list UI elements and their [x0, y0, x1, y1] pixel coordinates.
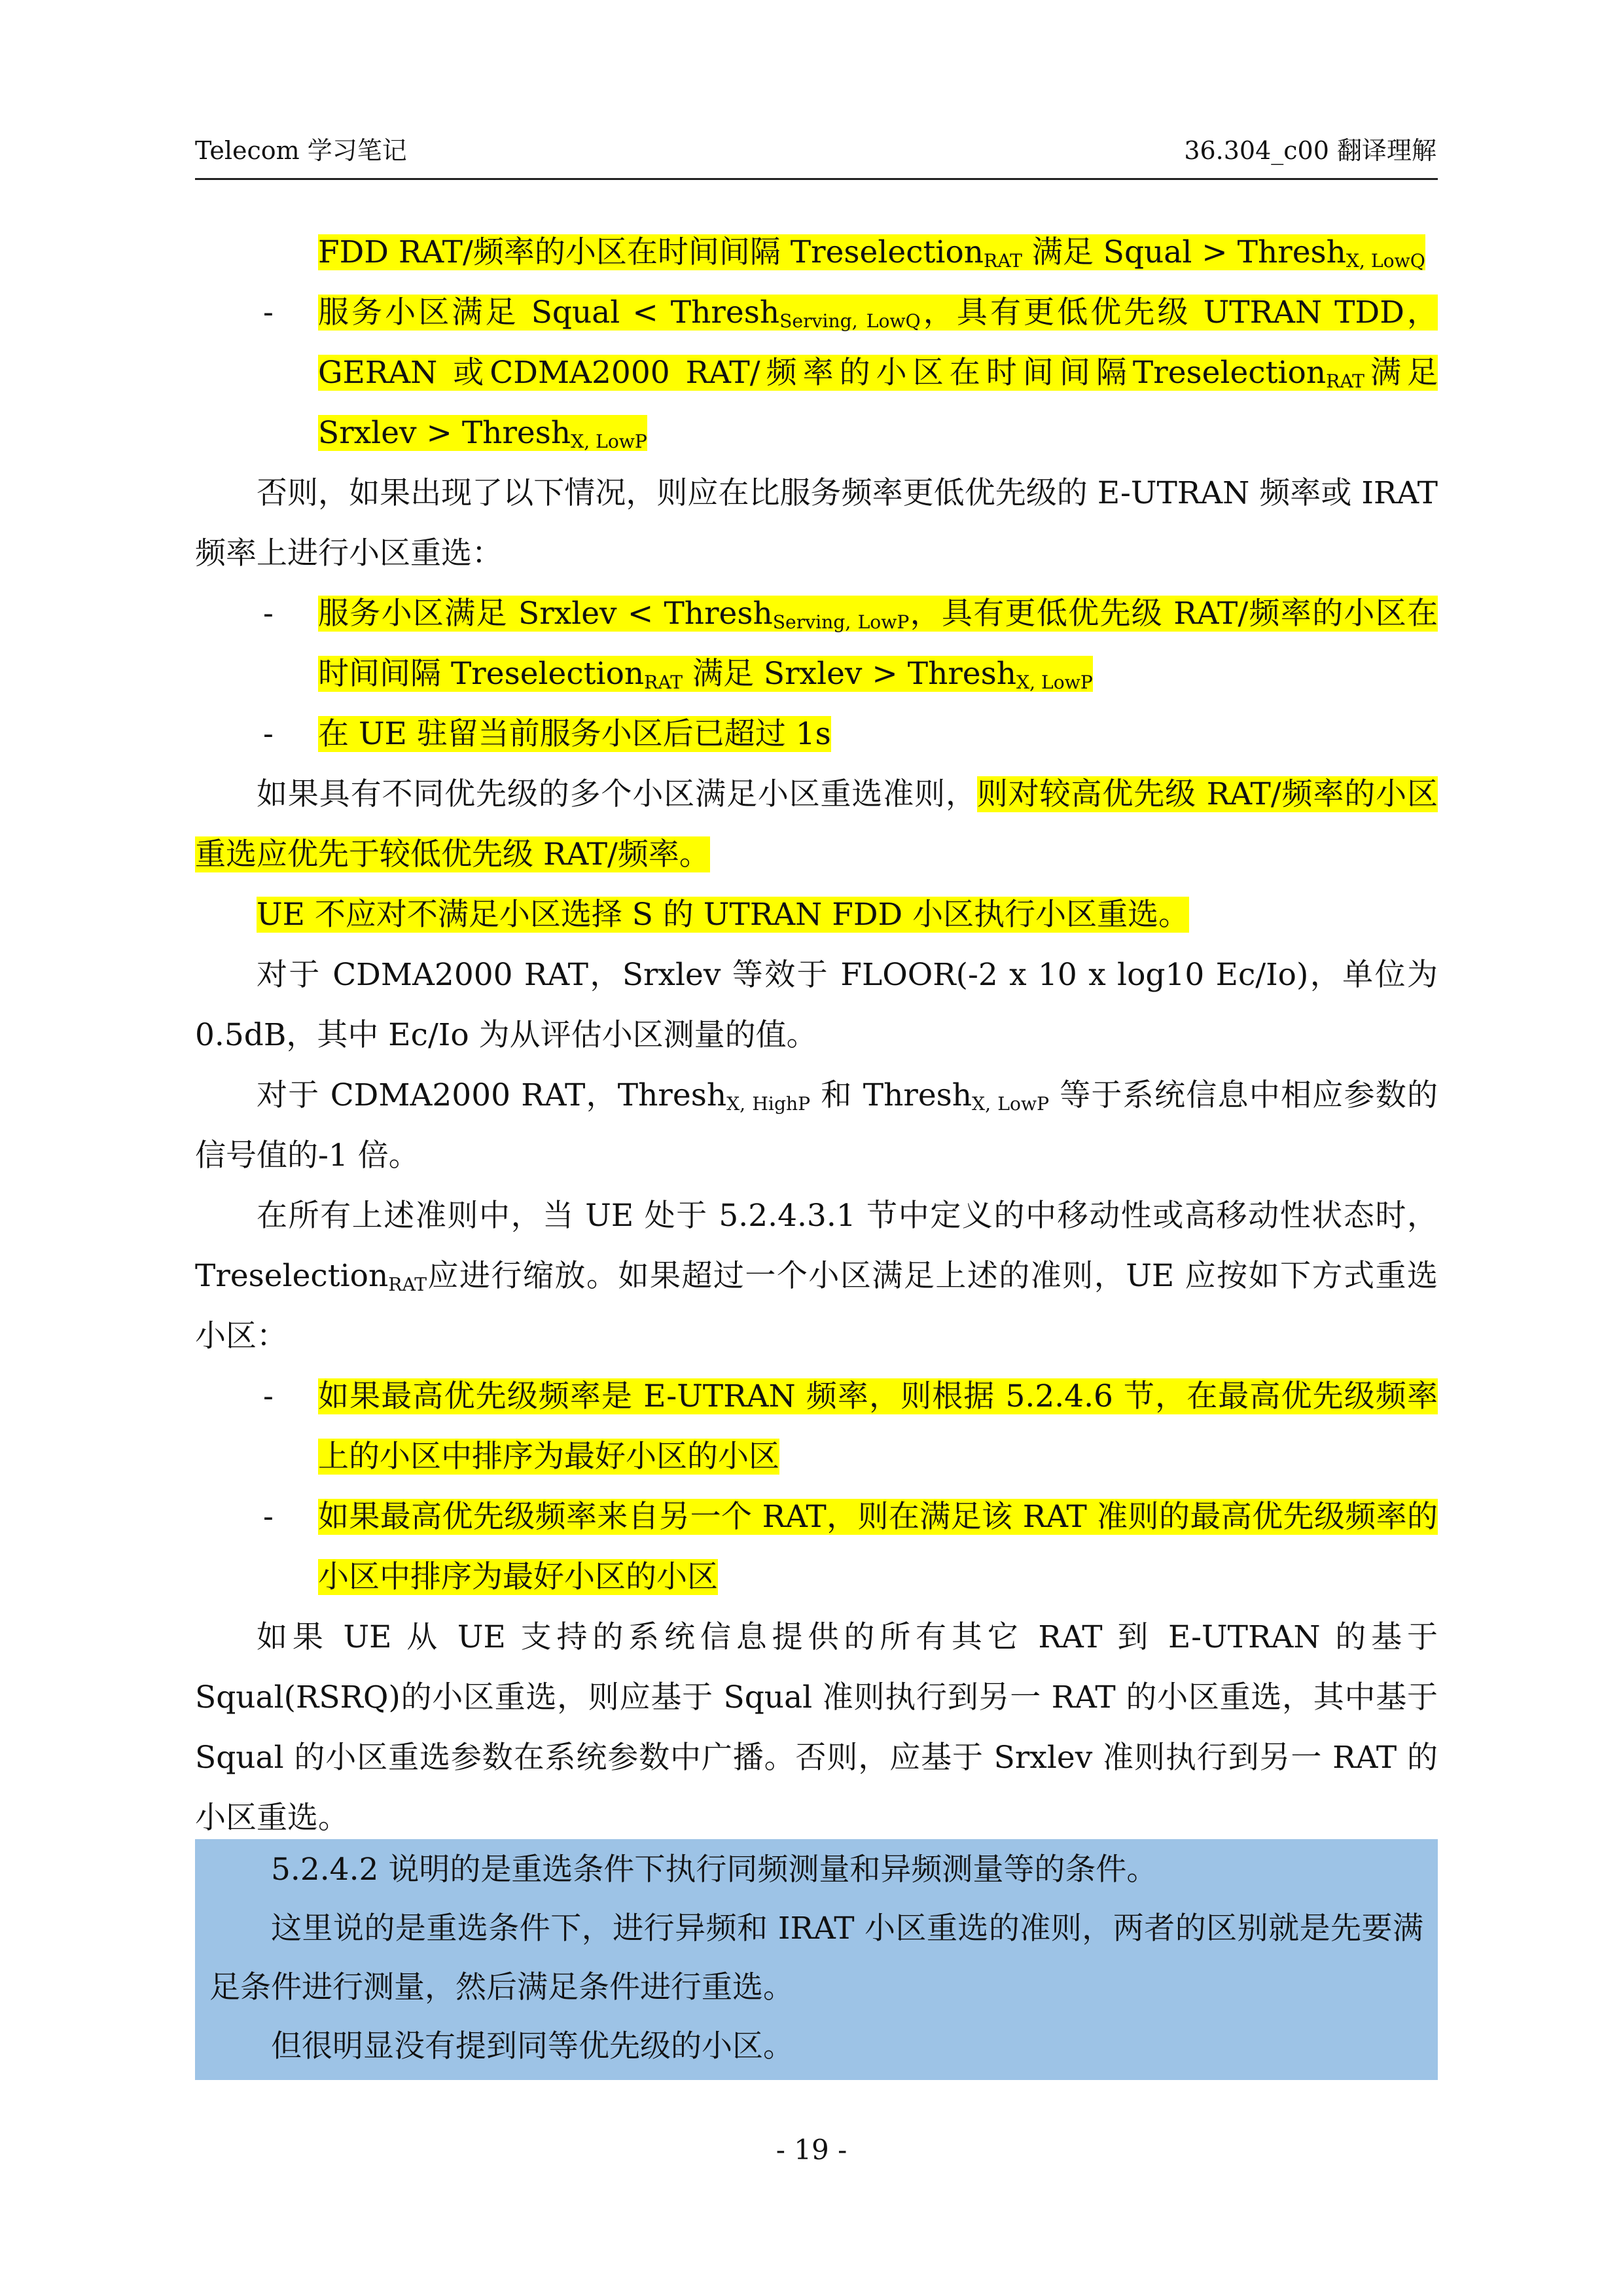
- note-paragraph: 这里说的是重选条件下，进行异频和 IRAT 小区重选的准则，两者的区别就是先要满足条件进行测量，然后满足条件进行重选。: [209, 1910, 1423, 2005]
- paragraph: [195, 885, 1438, 945]
- paragraph: 对于 CDMA2000 RAT，Srxlev 等效于 FLOOR(-2 x 10 x log10 Ec/Io)，单位为 0.5dB，其中 Ec/Io 为从评估小区测量的值。: [195, 957, 1438, 1053]
- note-paragraph: 5.2.4.2 说明的是重选条件下执行同频测量和异频测量等的条件。: [271, 1852, 1158, 1888]
- list-item: [195, 283, 1438, 463]
- paragraph: 如果具有不同优先级的多个小区满足小区重选准则，则对较高优先级 RAT/频率的小区重选应优先于较低优先级 RAT/频率。: [195, 776, 1438, 872]
- note-box: [195, 1839, 1438, 2080]
- header-rule: [195, 178, 1438, 180]
- list-dash: -: [263, 596, 274, 632]
- list-dash: -: [263, 1378, 274, 1414]
- paragraph: 如果 UE 从 UE 支持的系统信息提供的所有其它 RAT 到 E-UTRAN 的基于 Squal(RSRQ)的小区重选，则应基于 Squal 准则执行到另一 RAT 的小区重选，其中基于 Squal 的小区重选参数在系统参数中广播。否则，应基于 Srxlev 准则执行到另一 RAT 的小区重选。: [195, 1619, 1438, 1836]
- list-dash: -: [263, 295, 274, 331]
- header-right: 36.304_c00 翻译理解: [1184, 136, 1436, 165]
- paragraph: 对于 CDMA2000 RAT，Thresh$_{X, HighP}$ 和 Thresh$_{X, LowP}$ 等于系统信息中相应参数的信号值的-1 倍。: [195, 1077, 1438, 1174]
- highlight: UE 不应对不满足小区选择 S 的 UTRAN FDD 小区执行小区重选。: [257, 897, 1190, 933]
- highlight: 则对较高优先级 RAT/频率的小区重选应优先于较低优先级 RAT/频率。: [195, 776, 1438, 872]
- list-item: [195, 704, 1438, 764]
- list-item-continuation: [195, 223, 1438, 283]
- list-item: [195, 584, 1438, 704]
- highlight: FDD RAT/频率的小区在时间间隔 Treselection$_{RAT}$ 满足 Squal > Thresh$_{X, LowQ}$: [318, 234, 1425, 272]
- header-left: Telecom 学习笔记: [195, 136, 407, 165]
- highlight: 服务小区满足 Srxlev < Thresh$_{Serving, LowP}$，具有更低优先级 RAT/频率的小区在时间间隔 Treselection$_{RAT}$ 满足 Srxlev > Thresh$_{X, LowP}$: [318, 596, 1438, 694]
- list-dash: -: [263, 1499, 274, 1535]
- page-number: - 19 -: [776, 2134, 847, 2166]
- note-paragraph: 但很明显没有提到同等优先级的小区。: [271, 2028, 794, 2064]
- list-item: [195, 1487, 1438, 1607]
- highlight: 如果最高优先级频率来自另一个 RAT，则在满足该 RAT 准则的最高优先级频率的小区中排序为最好小区的小区: [318, 1499, 1438, 1595]
- list-dash: -: [263, 716, 274, 752]
- paragraph: 否则，如果出现了以下情况，则应在比服务频率更低优先级的 E-UTRAN 频率或 IRAT 频率上进行小区重选：: [195, 475, 1438, 571]
- document-body: [195, 223, 1438, 1848]
- highlight: 服务小区满足 Squal < Thresh$_{Serving, LowQ}$，具有更低优先级 UTRAN TDD，GERAN 或CDMA2000 RAT/频率的小区在时间间隔Treselection$_{RAT}$满足 Srxlev > Thresh$_{X, LowP}$: [318, 295, 1438, 453]
- list-item: [195, 1367, 1438, 1487]
- highlight: 在 UE 驻留当前服务小区后已超过 1s: [318, 716, 831, 752]
- paragraph: 在所有上述准则中，当 UE 处于 5.2.4.3.1 节中定义的中移动性或高移动性状态时，Treselection$_{RAT}$应进行缩放。如果超过一个小区满足上述的准则，UE 应按如下方式重选小区：: [195, 1198, 1438, 1354]
- highlight: 如果最高优先级频率是 E-UTRAN 频率，则根据 5.2.4.6 节，在最高优先级频率上的小区中排序为最好小区的小区: [318, 1378, 1438, 1475]
